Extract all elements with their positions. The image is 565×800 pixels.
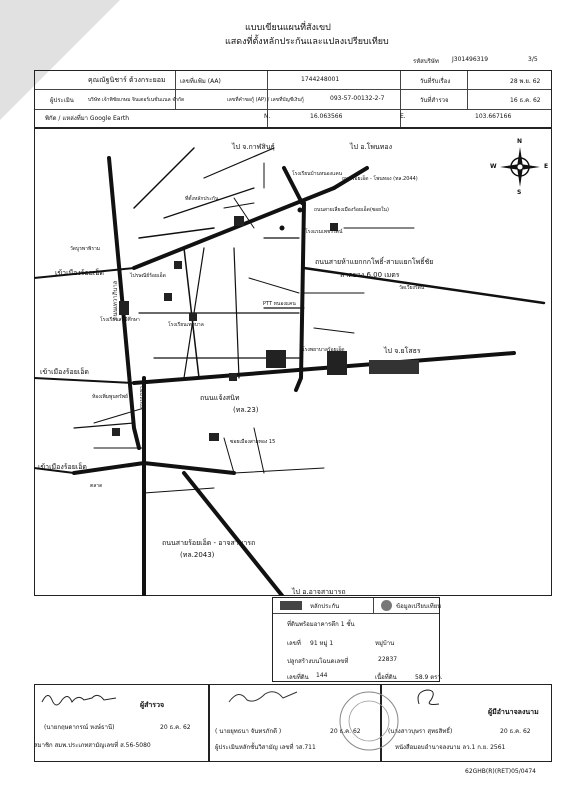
- appraiser-company: บริษัท เจ้าพิชัยเกษม จินเตอร์เนชั่นแนล จำกัด: [88, 97, 185, 103]
- document-code: 62GHB(R)(RET)05/0474: [465, 768, 536, 775]
- file-id-label: เลขที่แฟ้ม (AA): [180, 78, 221, 85]
- label-soi: ซอยเมืองสายทอง 15: [230, 439, 276, 445]
- thai-sign: [369, 360, 419, 374]
- house-no-value: 91 หมู่ 1: [310, 640, 334, 647]
- label-ring-road: ถนนสายเลี่ยงเมืองร้อยเอ็ด(ซอยใน): [314, 207, 389, 213]
- surveyor-license: สมาชิก สมพ.ประเภทสามัญเลขที่ ส.56-5080: [34, 742, 151, 749]
- authorized-role: ผู้มีอำนาจลงนาม: [488, 708, 539, 716]
- application-value: 093-57-00132-2-7: [330, 95, 385, 102]
- legend-compare-dot: [381, 600, 392, 611]
- authorized-date: 20 ธ.ค. 62: [500, 728, 531, 735]
- road-north-south: [296, 203, 304, 390]
- received-label: วันที่รับเรื่อง: [420, 78, 451, 85]
- road-south-west: [74, 463, 234, 473]
- appraiser-date: 20 ธ.ค. 62: [330, 728, 361, 735]
- area-value: 58.9 ตรว.: [415, 674, 443, 681]
- label-into-city-1: เข้าเมืองร้อยเอ็ด: [55, 269, 104, 277]
- label-road-2044: ถนนร้อยเอ็ด - โพนทอง (ทล.2044): [342, 176, 418, 182]
- label-thai-sign: ไทย: [373, 376, 384, 383]
- road-map: [34, 128, 552, 596]
- label-into-city-2: เข้าเมืองร้อยเอ็ด: [40, 368, 89, 376]
- label-chaeng-sanit: ถนนแจ้งสนิท: [200, 394, 240, 402]
- label-to-yasothon: ไป จ.ยโสธร: [384, 347, 421, 355]
- signature-2: [225, 686, 305, 708]
- authorized-document: หนังสือมอบอำนาจลงนาม ลว.1 ก.ย. 2561: [395, 744, 506, 751]
- file-id-value: 1744248001: [301, 76, 340, 83]
- north-label: N.: [264, 113, 271, 120]
- label-road-vertical-2: ถนนบูรพา: [139, 386, 145, 408]
- village-label: หมู่บ้าน: [375, 640, 395, 647]
- ref-label: รหัสบริษัท: [413, 58, 439, 65]
- client-name: คุณณัฐนิชาร์ ต้วงกระยอม: [88, 76, 166, 84]
- coordinate-label: พิกัด / แหล่งที่มา Google Earth: [45, 115, 130, 122]
- page-title: แบบเขียนแผนที่สังเขป: [245, 23, 331, 33]
- road-roiet-atsamat: [184, 473, 284, 596]
- label-plaza: โรงแรมเพชรรัตน์: [305, 229, 343, 235]
- house-no-label: เลขที่: [287, 640, 301, 647]
- surveyor-role: ผู้สำรวจ: [140, 701, 165, 709]
- label-school-4: โรงเรียนเทศบาล: [168, 322, 204, 328]
- label-market: ตลาด: [90, 483, 103, 489]
- survey-date-value: 16 ธ.ค. 62: [510, 97, 541, 104]
- deed-label: ปลูกสร้างบนโฉนดเลขที่: [287, 658, 349, 665]
- company-seal: [338, 690, 400, 752]
- road-into-city-2: [34, 378, 134, 383]
- label-shop: ห้องเพิ่มพูนทรัพย์: [92, 394, 128, 400]
- survey-date-label: วันที่สำรวจ: [420, 97, 449, 104]
- label-school-1: โรงเรียนบ้านหนองแคน: [292, 171, 343, 177]
- label-to-phonthong: ไป อ.โพนทอง: [350, 143, 393, 151]
- authorized-name: (นางสาวบุษรา สุทธสิทธิ์): [388, 728, 453, 735]
- appraiser-name: ( นายยุทธนา จันทรภักดี ): [215, 728, 282, 735]
- label-to-kalasin: ไป จ.กาฬสินธุ์: [232, 143, 275, 151]
- legend-collateral-swatch: [280, 601, 302, 610]
- east-value: 103.667166: [475, 113, 512, 120]
- legend-compare-label: ข้อมูลเปรียบเทียบ: [396, 603, 442, 610]
- compass-n: N: [517, 138, 523, 145]
- label-school-3: โรงเรียนสตรีศึกษา: [100, 317, 140, 323]
- label-wat: วัดเวียงรัตน์: [399, 285, 425, 291]
- deed-value: 22837: [378, 656, 398, 663]
- label-wat-burapha: วัดบูรพาพิราม: [70, 246, 101, 252]
- surveyor-name: (นายกฤษดากรณ์ หงษ์ธานี): [44, 724, 115, 731]
- land-type: ที่ดินพร้อมอาคารตึก 1 ชั้น: [287, 621, 355, 628]
- compass-w: W: [490, 163, 497, 170]
- area-label: เนื้อที่ดิน: [375, 674, 397, 681]
- label-road-23: (ทล.23): [233, 406, 259, 414]
- application-label: เลขที่คำขอกู้ (AP) / เลขที่บัญชีเงินกู้: [227, 97, 304, 103]
- surveyor-date: 20 ธ.ค. 62: [160, 724, 191, 731]
- label-road-hakok: ถนนสายห้าแยกกกโพธิ์-สามแยกโพธิ์ชัย: [315, 258, 434, 266]
- appraiser-label: ผู้ประเมิน: [50, 97, 74, 104]
- label-post-office: ไปรษณีย์ร้อยเอ็ด: [130, 273, 166, 279]
- ref-value: J301496319: [452, 56, 489, 63]
- received-value: 28 พ.ย. 62: [510, 78, 541, 85]
- label-into-city-3: เข้าเมืองร้อยเอ็ด: [38, 463, 87, 471]
- label-collateral: ที่ตั้งหลักประกัน: [185, 196, 219, 202]
- appraiser-role: ผู้ประเมินหลักชั้นวิสามัญ เลขที่ วส.711: [215, 744, 316, 751]
- north-value: 16.063566: [310, 113, 343, 120]
- compass-icon: [498, 145, 542, 189]
- label-road-2043: (ทล.2043): [180, 551, 215, 559]
- signature-3: [413, 686, 443, 710]
- compass-s: S: [517, 189, 522, 196]
- label-road-width: ลาดยาง 6.00 เมตร: [340, 271, 400, 279]
- land-no-value: 144: [316, 672, 328, 679]
- compass-e: E: [544, 163, 549, 170]
- label-road-vertical: ถนนเทวาภิบาล: [112, 280, 119, 320]
- page-number: 3/5: [528, 56, 538, 63]
- east-label: E.: [400, 113, 406, 120]
- label-to-atsamat: ไป อ.อาจสามารถ: [292, 588, 346, 596]
- label-ptt: PTT หนองแคน: [263, 301, 296, 307]
- land-no-label: เลขที่ดิน: [287, 674, 309, 681]
- label-road-atsamat: ถนนสายร้อยเอ็ด - อาจสามารถ: [162, 539, 256, 547]
- label-hospital: โรงพยาบาลร้อยเอ็ด: [302, 347, 345, 353]
- legend-collateral-label: หลักประกัน: [310, 603, 340, 610]
- page-subtitle: แสดงที่ตั้งหลักประกันและแปลงเปรียบเทียบ: [225, 37, 389, 47]
- signature-1: [40, 688, 120, 710]
